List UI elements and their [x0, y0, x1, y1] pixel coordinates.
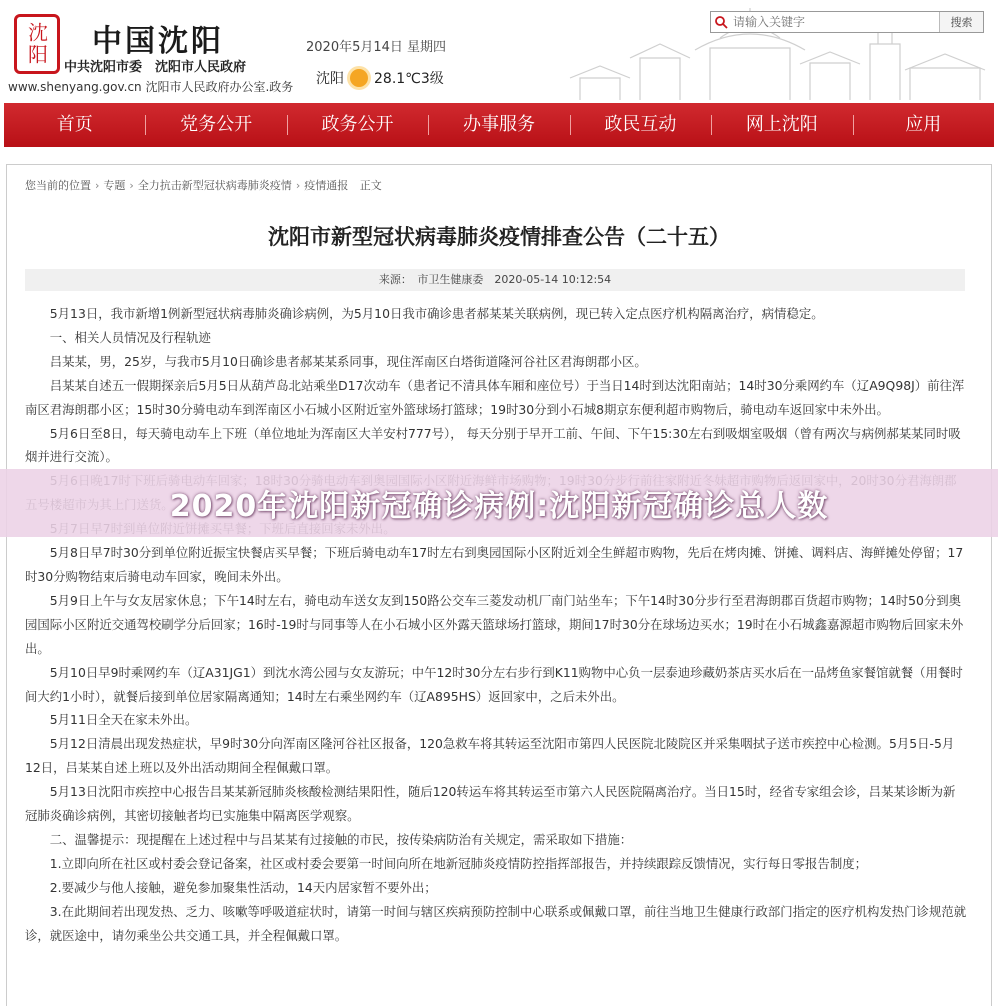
article-source: 来源： 市卫生健康委 2020-05-14 10:12:54	[25, 269, 965, 291]
city-logo[interactable]	[14, 14, 60, 74]
article-paragraph: 3.在此期间若出现发热、乏力、咳嗽等呼吸道症状时，请第一时间与辖区疾病预防控制中心联系或佩戴口罩，前往当地卫生健康行政部门指定的医疗机构发热门诊规范就诊，就医途中，请勿乘坐公共交通工具，并全程佩戴口罩。	[25, 903, 967, 943]
article-paragraph: 吕某某自述五一假期探亲后5月5日从葫芦岛北站乘坐D17次动车（患者记不清具体车厢和座位号）于当日14时到达沈阳南站；14时30分乘网约车（辽A9Q98J）前往浑南区君海朗郡小区；15时30分骑电动车到浑南区小石城小区附近室外篮球场打篮球；19时30分到小石城8期京东便利超市购物后，骑电动车返回家中未外出。	[25, 377, 965, 417]
article-paragraph: 1.立即向所在社区或村委会登记备案，社区或村委会要第一时间向所在地新冠肺炎疫情防控指挥部报告，并持续跟踪反馈情况，实行每日零报告制度；	[25, 855, 867, 871]
weather-value: 28.1℃3级	[374, 71, 444, 87]
breadcrumb-label: 您当前的位置	[25, 179, 91, 192]
nav-item-party-affairs[interactable]: 党务公开	[145, 103, 286, 147]
breadcrumb: 您当前的位置 › 专题 › 全力抗击新型冠状病毒肺炎疫情 › 疫情通报 正文	[25, 179, 382, 192]
article-paragraph: 5月12日清晨出现发热症状，早9时30分向浑南区隆河谷社区报备，120急救车将其转运至沈阳市第四人民医院北陵院区并采集咽拭子送市疾控中心检测。5月5日-5月12日，吕某某自述上班以及外出活动期间全程佩戴口罩。	[25, 736, 955, 776]
breadcrumb-link-topic[interactable]: 专题	[103, 179, 126, 192]
site-subtitle: 中共沈阳市委 沈阳市人民政府	[64, 60, 247, 75]
article-paragraph: 二、温馨提示：现提醒在上述过程中与吕某某有过接触的市民，按传染病防治有关规定，需采取如下措施：	[25, 831, 633, 847]
article-paragraph: 5月9日上午与女友居家休息；下午14时左右，骑电动车送女友到150路公交车三菱发动机厂南门站坐车；下午14时30分步行至君海朗郡百货超市购物；14时50分到奥园国际小区附近交通驾校刷学分后回家；16时-19时与同事等人在小石城小区外露天篮球场打篮球，期间17时30分在球场边买水；19时在小石城鑫嘉源超市购物后回家未外出。	[25, 592, 964, 656]
article-paragraph: 5月13日，我市新增1例新型冠状病毒肺炎确诊病例，为5月10日我市确诊患者郝某某关联病例，现已转入定点医疗机构隔离治疗，病情稳定。	[25, 306, 824, 321]
breadcrumb-current: 正文	[359, 179, 382, 192]
logo-seal-text: 沈阳	[24, 22, 49, 66]
main-nav	[4, 103, 994, 147]
nav-item-online-shenyang[interactable]: 网上沈阳	[711, 103, 852, 147]
article-paragraph: 5月8日早7时30分到单位附近振宝快餐店买早餐；下班后骑电动车17时左右到奥园国际小区附近刘全生鲜超市购物，先后在烤肉摊、饼摊、调料店、海鲜摊处停留；17时30分购物结束后骑电动车回家，晚间未外出。	[25, 545, 964, 584]
nav-item-services[interactable]: 办事服务	[428, 103, 569, 147]
breadcrumb-link-bulletin[interactable]: 疫情通报	[304, 179, 349, 192]
weather-city: 沈阳	[316, 71, 344, 87]
overlay-banner-text: 2020年沈阳新冠确诊病例:沈阳新冠确诊总人数	[169, 489, 829, 524]
weather-widget	[316, 68, 444, 88]
sun-icon	[350, 69, 368, 87]
site-title[interactable]: 中国沈阳	[92, 24, 224, 59]
search-input[interactable]	[731, 12, 939, 32]
article-paragraph: 5月6日至8日，每天骑电动车上下班（单位地址为浑南区大羊安村777号）， 每天分别于早开工前、午间、下午15:30左右到吸烟室吸烟（曾有两次与病例郝某某同时吸烟并进行交流）。	[25, 425, 961, 465]
article-body	[25, 302, 967, 947]
article-paragraph: 5月10日早9时乘网约车（辽A31JG1）到沈水湾公园与女友游玩；中午12时30分左右步行到K11购物中心负一层泰迪珍藏奶茶店买水后在一品烤鱼家餐馆就餐（用餐时间大约1小时），就餐后接到单位居家隔离通知；14时左右乘坐网约车（辽A895HS）返回家中，之后未外出。	[25, 664, 963, 704]
nav-item-home[interactable]: 首页	[56, 114, 93, 135]
search-button[interactable]: 搜索	[939, 12, 983, 32]
search-icon	[711, 12, 731, 32]
breadcrumb-link-campaign[interactable]: 全力抗击新型冠状病毒肺炎疫情	[137, 179, 292, 192]
nav-item-gov-affairs[interactable]: 政务公开	[287, 103, 428, 147]
article-panel	[6, 164, 992, 1006]
current-date: 2020年5月14日 星期四	[306, 40, 447, 55]
article-paragraph: 一、相关人员情况及行程轨迹	[25, 329, 211, 345]
article-paragraph: 2.要减少与他人接触，避免参加聚集性活动，14天内居家暂不要外出；	[25, 879, 437, 895]
article-title: 沈阳市新型冠状病毒肺炎疫情排查公告（二十五）	[268, 225, 730, 249]
nav-item-apps[interactable]: 应用	[853, 103, 994, 147]
nav-item-interaction[interactable]: 政民互动	[570, 103, 711, 147]
site-header	[0, 0, 998, 100]
headline-overlay-banner	[0, 469, 998, 537]
site-url: www.shenyang.gov.cn 沈阳市人民政府办公室.政务	[8, 80, 294, 94]
article-paragraph: 5月11日全天在家未外出。	[25, 712, 198, 728]
article-paragraph: 5月13日沈阳市疾控中心报告吕某某新冠肺炎核酸检测结果阳性，随后120转运车将其转运至市第六人民医院隔离治疗。当日15时，经省专家组会诊，吕某某诊断为新冠肺炎确诊病例，其密切接触者均已实施集中隔离医学观察。	[25, 784, 956, 824]
article-paragraph: 吕某某，男，25岁，与我市5月10日确诊患者郝某某系同事，现住浑南区白塔街道隆河谷社区君海朗郡小区。	[25, 353, 647, 369]
search-box	[710, 11, 984, 33]
